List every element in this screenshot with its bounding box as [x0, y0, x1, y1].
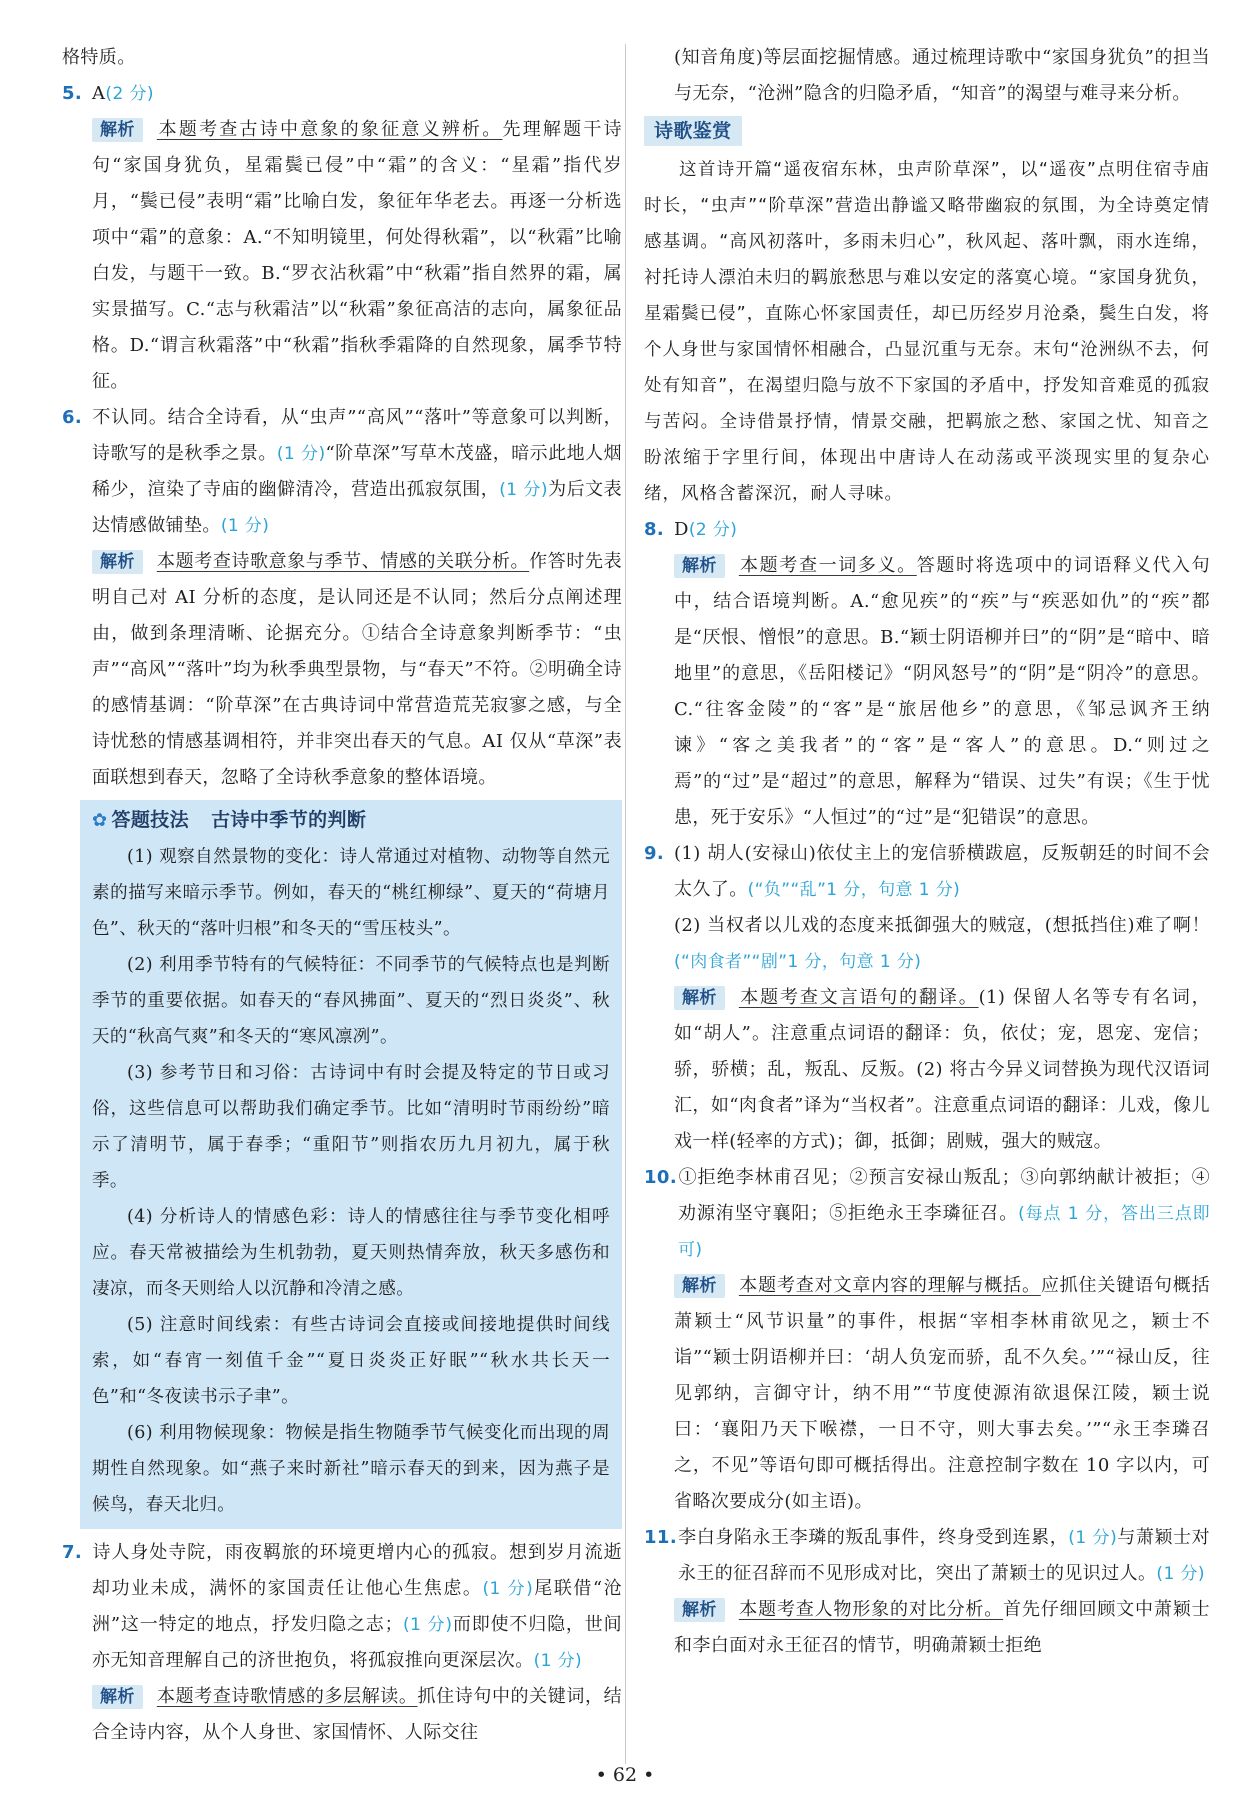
score-note: (1 分) [403, 1615, 453, 1635]
answer-text: ①拒绝李林甫召见；②预言安禄山叛乱；③向郭纳献计被拒；④劝源洧坚守襄阳；⑤拒绝永王李璘征召。 [678, 1167, 1210, 1224]
analysis-tag: 解析 [674, 554, 725, 578]
tip-paragraph: (1) 观察自然景物的变化：诗人常通过对植物、动物等自然元素的描写来暗示季节。例如，春天的“桃红柳绿”、夏天的“荷塘月色”、秋天的“落叶归根”和冬天的“雪压枝头”。 [92, 847, 610, 939]
tip-label: 答题技法 [111, 809, 190, 831]
question-8-analysis [644, 548, 1210, 836]
score-note: (1 分) [1068, 1528, 1118, 1548]
analysis-topic: 本题考查一词多义。 [738, 555, 917, 576]
question-number: 5. [62, 83, 83, 104]
tip-paragraph: (3) 参考节日和习俗：古诗词中有时会提及特定的节日或习俗，这些信息可以帮助我们确定季节。比如“清明时节雨纷纷”暗示了清明节，属于春季；“重阳节”则指农历九月初九，属于秋季。 [92, 1063, 610, 1191]
left-column [62, 40, 622, 1751]
poetry-appreciation-header [644, 112, 1210, 152]
question-5-analysis [62, 112, 622, 400]
question-6-answer [62, 400, 622, 544]
score-note: (2 分) [105, 84, 154, 104]
question-number: 7. [62, 1542, 83, 1563]
score-note: (1 分) [1156, 1564, 1205, 1584]
answer-text: “阶草深”写草木茂盛，暗示此地人烟稀少，渲染了寺庙的幽僻清冷，营造出孤寂氛围， [92, 443, 623, 500]
answer-text: 尾联借“沧洲”这一特定的地点，抒发归隐之志； [92, 1578, 623, 1635]
question-9-analysis [644, 980, 1210, 1160]
right-column [644, 40, 1210, 1664]
score-note: (1 分) [499, 480, 548, 500]
analysis-text: 抓住诗句中的关键词，结合全诗内容，从个人身世、家国情怀、人际交往 [92, 1686, 622, 1743]
analysis-tag: 解析 [92, 118, 143, 142]
score-note: (2 分) [688, 520, 738, 540]
answer-text: 为后文表达情感做铺垫。 [92, 479, 622, 536]
question-number: 10. [644, 1167, 678, 1188]
analysis-tag: 解析 [674, 986, 725, 1010]
answer-text: 李白身陷永王李璘的叛乱事件，终身受到连累， [678, 1527, 1069, 1548]
analysis-tag: 解析 [674, 1274, 725, 1298]
analysis-tag: 解析 [674, 1598, 725, 1622]
question-5-answer [62, 76, 622, 112]
score-note: (1 分) [220, 516, 270, 536]
analysis-topic: 本题考查古诗中意象的象征意义辨析。 [156, 119, 503, 140]
question-number: 8. [644, 519, 665, 540]
question-7-analysis-continued: (知音角度)等层面挖掘情感。通过梳理诗歌中“家国身犹负”的担当与无奈，“沧洲”隐含的归隐矛盾，“知音”的渴望与难寻来分析。 [674, 47, 1210, 104]
column-divider [625, 44, 626, 1764]
score-note: (每点 1 分，答出三点即可) [678, 1204, 1210, 1260]
analysis-tag: 解析 [92, 550, 143, 574]
answer-letter: D [674, 519, 689, 540]
question-9-answer-2 [644, 908, 1210, 980]
question-11-answer [644, 1520, 1210, 1592]
answer-text: 与萧颖士对永王的征召辞而不见形成对比，突出了萧颖士的见识过人。 [678, 1527, 1211, 1584]
question-8-answer [644, 512, 1210, 548]
answer-technique-box [80, 800, 622, 1529]
question-number: 9. [644, 843, 665, 864]
analysis-text: 先理解题干诗句“家国身犹负，星霜鬓已侵”中“霜”的含义：“星霜”指代岁月，“鬓已侵”表明“霜”比喻白发，象征年华老去。再逐一分析选项中“霜”的意象：A.“不知明镜里，何处得秋霜”，以“秋霜”比喻白发，与题干一致。B.“罗衣沾秋霜”中“秋霜”指自然界的霜，属实景描写。C.“志与秋霜洁”以“秋霜”象征高洁的志向，属象征品格。D.“谓言秋霜落”中“秋霜”指秋季霜降的自然现象，属季节特征。 [92, 119, 622, 392]
answer-text: (2) 当权者以儿戏的态度来抵御强大的贼寇，(想抵挡住)难了啊！ [674, 915, 1210, 936]
analysis-topic: 本题考查人物形象的对比分析。 [738, 1599, 1004, 1620]
tip-paragraph: (6) 利用物候现象：物候是指生物随季节气候变化而出现的周期性自然现象。如“燕子来时新社”暗示春天的到来，因为燕子是候鸟，春天北归。 [92, 1423, 610, 1515]
question-10-answer [644, 1160, 1210, 1268]
score-note: (1 分) [533, 1651, 583, 1671]
question-7-answer [62, 1535, 622, 1679]
gear-icon: ✿ [92, 810, 108, 831]
answer-text: 诗人身处寺院，雨夜羁旅的环境更增内心的孤寂。想到岁月流逝却功业未成，满怀的家国责任让他心生焦虑。 [92, 1542, 622, 1599]
tip-paragraph: (2) 利用季节特有的气候特征：不同季节的气候特点也是判断季节的重要依据。如春天的“春风拂面”、夏天的“烈日炎炎”、秋天的“秋高气爽”和冬天的“寒风凛冽”。 [92, 955, 610, 1047]
question-10-analysis [644, 1268, 1210, 1520]
score-note: (“负”“乱”1 分，句意 1 分) [747, 880, 961, 900]
poetry-appreciation-text: 这首诗开篇“遥夜宿东林，虫声阶草深”，以“遥夜”点明住宿寺庙时长，“虫声”“阶草深”营造出静谧又略带幽寂的氛围，为全诗奠定情感基调。“高风初落叶，多雨未归心”，秋风起、落叶飘，雨水连绵，衬托诗人漂泊未归的羁旅愁思与难以安定的落寞心境。“家国身犹负，星霜鬓已侵”，直陈心怀家国责任，却已历经岁月沧桑，鬓生白发，将个人身世与家国情怀相融合，凸显沉重与无奈。末句“沧洲纵不去，何处有知音”，在渴望归隐与放不下家国的矛盾中，抒发知音难觅的孤寂与苦闷。全诗借景抒情，情景交融，把羁旅之愁、家国之忧、知音之盼浓缩于字里行间，体现出中唐诗人在动荡或平淡现实里的复杂心绪，风格含蓄深沉，耐人寻味。 [644, 160, 1210, 504]
question-6-analysis [62, 544, 622, 796]
analysis-topic: 本题考查诗歌情感的多层解读。 [156, 1686, 418, 1707]
page-number: • 62 • [595, 1764, 655, 1786]
analysis-topic: 本题考查诗歌意象与季节、情感的关联分析。 [156, 551, 530, 572]
section-tag: 诗歌鉴赏 [644, 116, 742, 146]
question-7-analysis [62, 1679, 622, 1751]
analysis-topic: 本题考查对文章内容的理解与概括。 [738, 1275, 1041, 1296]
question-11-analysis [644, 1592, 1210, 1664]
question-number: 11. [644, 1527, 678, 1548]
analysis-tag: 解析 [92, 1685, 143, 1709]
tip-paragraph: (4) 分析诗人的情感色彩：诗人的情感往往与季节变化相呼应。春天常被描绘为生机勃勃，夏天则热情奔放，秋天多感伤和凄凉，而冬天则给人以沉静和冷清之感。 [92, 1207, 610, 1299]
answer-text: (1) 胡人(安禄山)依仗主上的宠信骄横跋扈，反叛朝廷的时间不会太久了。 [674, 843, 1210, 900]
question-number: 6. [62, 407, 83, 428]
score-note: (“肉食者”“剧”1 分，句意 1 分) [674, 952, 922, 972]
analysis-text: 应抓住关键语句概括萧颖士“风节识量”的事件，根据“宰相李林甫欲见之，颖士不诣”“颖士阴语柳并曰：‘胡人负宠而骄，乱不久矣。’”“禄山反，往见郭纳，言御守计，纳不用”“节度使源洧欲退保江陵，颖士说曰：‘襄阳乃天下喉襟，一日不守，则大事去矣。’”“永王李璘召之，不见”等语句即可概括得出。注意控制字数在 10 字以内，可省略次要成分(如主语)。 [674, 1275, 1210, 1512]
answer-text: 而即使不归隐，世间亦无知音理解自己的济世抱负，将孤寂推向更深层次。 [92, 1614, 622, 1671]
analysis-text: (1) 保留人名等专有名词，如“胡人”。注意重点词语的翻译：负，依仗；宠，恩宠、宠信；骄，骄横；乱，叛乱、反叛。(2) 将古今异义词替换为现代汉语词汇，如“肉食者”译为“当权者”。注意重点词语的翻译：儿戏，像儿戏一样(轻率的方式)；御，抵御；剧贼，强大的贼寇。 [674, 987, 1210, 1152]
tip-paragraph: (5) 注意时间线索：有些古诗词会直接或间接地提供时间线索，如“春宵一刻值千金”“夏日炎炎正好眠”“秋水共长天一色”和“冬夜读书示子聿”。 [92, 1315, 610, 1407]
analysis-text: 作答时先表明自己对 AI 分析的态度，是认同还是不认同；然后分点阐述理由，做到条理清晰、论据充分。①结合全诗意象判断季节：“虫声”“高风”“落叶”均为秋季典型景物，与“春天”不符。②明确全诗的感情基调：“阶草深”在古典诗词中常营造荒芜寂寥之感，与全诗忧愁的情感基调相符，并非突出春天的气息。AI 仅从“草深”表面联想到春天，忽略了全诗秋季意象的整体语境。 [92, 551, 623, 788]
tip-heading [92, 802, 610, 839]
analysis-topic: 本题考查文言语句的翻译。 [738, 987, 979, 1008]
answer-text: 不认同。结合全诗看，从“虫声”“高风”“落叶”等意象可以判断，诗歌写的是秋季之景。 [92, 407, 622, 464]
score-note: (1 分) [482, 1579, 534, 1599]
score-note: (1 分) [276, 444, 326, 464]
analysis-text: 首先仔细回顾文中萧颖士和李白面对永王征召的情节，明确萧颖士拒绝 [674, 1599, 1210, 1656]
question-9-answer-1 [644, 836, 1210, 908]
answer-letter: A [92, 83, 106, 104]
tip-title: 古诗中季节的判断 [211, 809, 367, 831]
continued-line: 格特质。 [62, 47, 136, 68]
analysis-text: 答题时将选项中的词语释义代入句中，结合语境判断。A.“愈见疾”的“疾”与“疾恶如仇”的“疾”都是“厌恨、憎恨”的意思。B.“颖士阴语柳并曰”的“阴”是“暗中、暗地里”的意思，《岳阳楼记》“阴风怒号”的“阴”是“阴冷”的意思。C.“往客金陵”的“客”是“旅居他乡”的意思，《邹忌讽齐王纳谏》“客之美我者”的“客”是“客人”的意思。D.“则过之焉”的“过”是“超过”的意思，解释为“错误、过失”有误；《生于忧患，死于安乐》“人恒过”的“过”是“犯错误”的意思。 [674, 555, 1211, 828]
